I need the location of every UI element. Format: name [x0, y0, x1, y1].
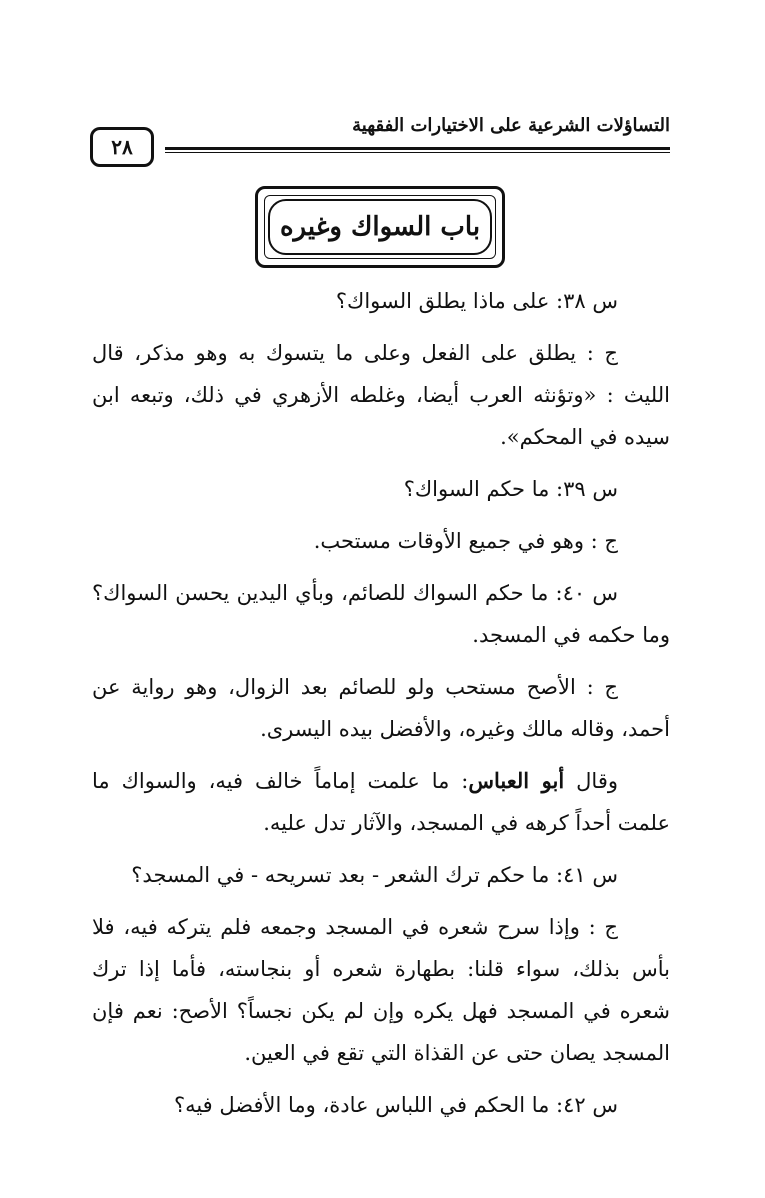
answer-38: ج : يطلق على الفعل وعلى ما يتسوك به وهو مذكر، قال الليث : «وتؤنثه العرب أيضا، وغلطه الأزهري في ذلك، وتبعه ابن سيده في المحكم».: [92, 341, 670, 449]
scholar-name: أبو العباس: [468, 768, 565, 793]
page-header: [90, 105, 670, 159]
quote-text: : ما علمت إماماً خالف فيه، والسواك ما علمت أحداً كرهه في المسجد، والآثار تدل عليه.: [92, 769, 670, 835]
question-41: س ٤١: ما حكم ترك الشعر - بعد تسريحه - في المسجد؟: [131, 863, 618, 887]
quote-abu-alabbas: [92, 760, 670, 844]
answer-39: ج : وهو في جميع الأوقات مستحب.: [313, 529, 618, 553]
answer-41: ج : وإذا سرح شعره في المسجد وجمعه فلم يتركه فيه، فلا بأس بذلك، سواء قلنا: بطهارة شعره أو بنجاسته، فأما إذا ترك شعره في المسجد فهل يكره وإن لم يكن نجساً؟ الأصح: نعم فإن المسجد يصان حتى عن القذاة التي تقع في العين.: [92, 915, 670, 1065]
chapter-title: باب السواك وغيره: [268, 199, 492, 255]
chapter-title-frame: [255, 186, 505, 268]
page-body: [92, 280, 670, 1136]
page-number-badge: [90, 127, 154, 167]
quote-lead: وقال: [564, 769, 618, 793]
answer-40: ج : الأصح مستحب ولو للصائم بعد الزوال، وهو رواية عن أحمد، وقاله مالك وغيره، والأفضل بيده اليسرى.: [92, 675, 670, 741]
question-40: س ٤٠: ما حكم السواك للصائم، وبأي اليدين يحسن السواك؟ وما حكمه في المسجد.: [92, 581, 670, 647]
question-39: س ٣٩: ما حكم السواك؟: [403, 477, 618, 501]
book-title: التساؤلات الشرعية على الاختيارات الفقهية: [352, 115, 670, 136]
header-rule-thin: [165, 152, 670, 153]
page-number: ٢٨: [111, 135, 133, 159]
question-38: س ٣٨: على ماذا يطلق السواك؟: [335, 289, 618, 313]
question-42: س ٤٢: ما الحكم في اللباس عادة، وما الأفضل فيه؟: [173, 1093, 618, 1117]
header-rule: [165, 147, 670, 150]
